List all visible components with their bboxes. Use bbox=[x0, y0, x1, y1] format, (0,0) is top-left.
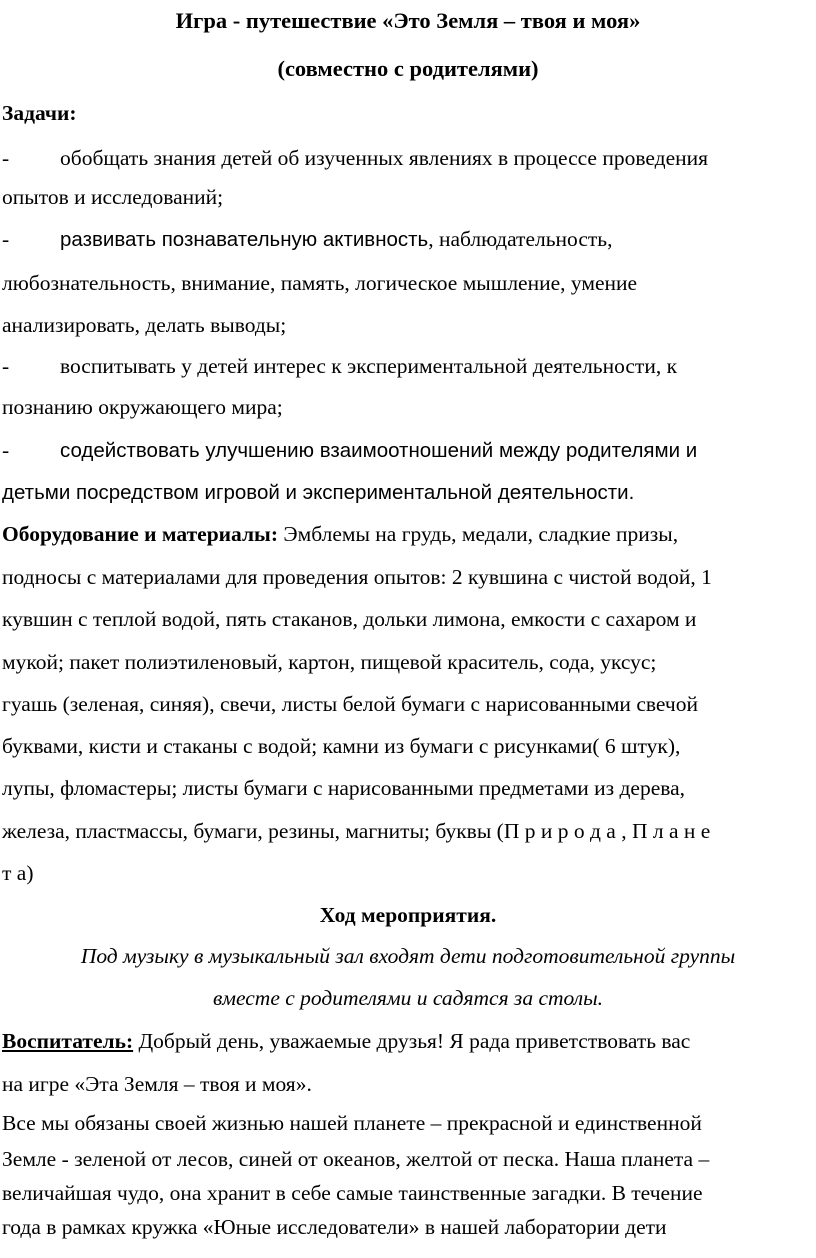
task-item-4: - содействовать улучшению взаимоотношений между родителями и bbox=[2, 438, 698, 462]
document-title: Игра - путешествие «Это Земля – твоя и моя» bbox=[175, 8, 641, 33]
equipment-line: подносы с материалами для проведения опытов: 2 кувшина с чистой водой, 1 bbox=[2, 565, 712, 589]
paragraph-line: Земле - зеленой от лесов, синей от океанов, желтой от песка. Наша планета – bbox=[2, 1147, 710, 1171]
equipment-line: буквами, кисти и стаканы с водой; камни из бумаги с рисунками( 6 штук), bbox=[2, 734, 681, 758]
speech-line: на игре «Эта Земля – твоя и моя». bbox=[2, 1072, 312, 1096]
stage-direction: вместе с родителями и садятся за столы. bbox=[212, 986, 604, 1010]
equipment-line: железа, пластмассы, бумаги, резины, магниты; буквы (П р и р о д а , П л а н е bbox=[2, 819, 711, 843]
list-dash: - bbox=[2, 438, 10, 462]
equipment-heading: Оборудование и материалы: bbox=[2, 522, 279, 546]
paragraph-line: величайшая чудо, она хранит в себе самые таинственные загадки. В течение bbox=[2, 1181, 703, 1205]
paragraph-line: Все мы обязаны своей жизнью нашей планете – прекрасной и единственной bbox=[2, 1111, 702, 1135]
equipment-line-1: Оборудование и материалы: Эмблемы на грудь, медали, сладкие призы, bbox=[2, 522, 679, 546]
stage-direction: Под музыку в музыкальный зал входят дети подготовительной группы bbox=[80, 944, 736, 968]
task-item-2-cont: анализировать, делать выводы; bbox=[2, 313, 287, 337]
task-item-3: - воспитывать у детей интерес к экспериментальной деятельности, к bbox=[2, 354, 678, 378]
list-dash: - bbox=[2, 227, 10, 251]
tasks-heading: Задачи: bbox=[2, 101, 77, 125]
task-item-1-cont: опытов и исследований; bbox=[2, 185, 224, 209]
speech-line-1: Воспитатель: Добрый день, уважаемые друзья! Я рада приветствовать вас bbox=[2, 1029, 691, 1053]
event-heading: Ход мероприятия. bbox=[319, 903, 497, 927]
equipment-line: гуашь (зеленая, синяя), свечи, листы белой бумаги с нарисованными свечой bbox=[2, 692, 698, 716]
document-subtitle: (совместно с родителями) bbox=[277, 56, 539, 81]
equipment-line: кувшин с теплой водой, пять стаканов, дольки лимона, емкости с сахаром и bbox=[2, 607, 697, 631]
task-item-4-cont: детьми посредством игровой и экспериментальной деятельности. bbox=[2, 481, 635, 504]
task-item-2-cont: любознательность, внимание, память, логическое мышление, умение bbox=[2, 271, 638, 295]
paragraph-line: года в рамках кружка «Юные исследователи» в нашей лаборатории дети bbox=[2, 1215, 667, 1239]
list-dash: - bbox=[2, 354, 10, 378]
task-item-3-cont: познанию окружающего мира; bbox=[2, 395, 283, 419]
equipment-line: т а) bbox=[2, 861, 34, 885]
speaker-label: Воспитатель: bbox=[2, 1029, 134, 1053]
list-dash: - bbox=[2, 146, 10, 170]
task-item-1: - обобщать знания детей об изученных явлениях в процессе проведения bbox=[2, 146, 709, 170]
equipment-line: лупы, фломастеры; листы бумаги с нарисованными предметами из дерева, bbox=[2, 776, 686, 800]
task-item-2: - развивать познавательную активность, наблюдательность, bbox=[2, 227, 613, 251]
equipment-line: мукой; пакет полиэтиленовый, картон, пищевой краситель, сода, уксус; bbox=[2, 650, 657, 674]
